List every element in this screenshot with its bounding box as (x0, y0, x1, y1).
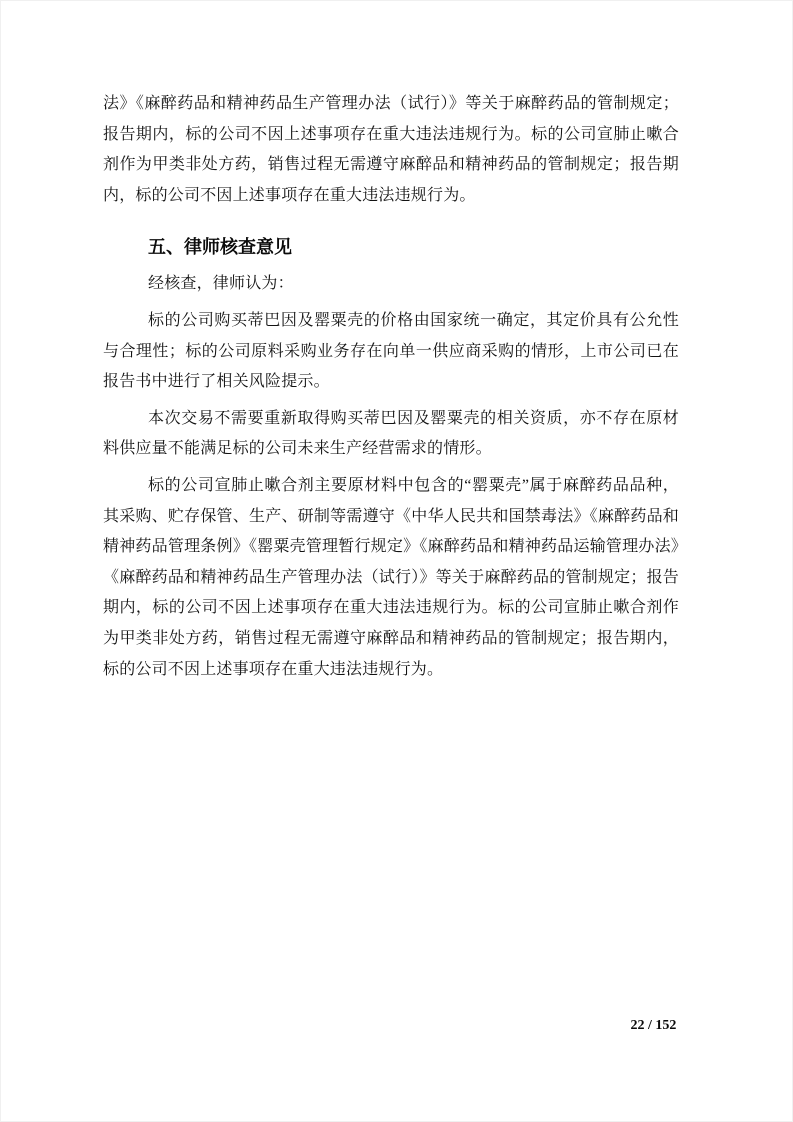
paragraph-lawyer-opinion-lead: 经核查，律师认为： (148, 275, 294, 293)
paragraph-narcotic-regulations: 标的公司宣肺止嗽合剂主要原材料中包含的“罂粟壳”属于麻醉药品品种，其采购、贮存保管、生产、研制等需遵守《中华人民共和国禁毒法》《麻醉药品和精神药品管理条例》《罂粟壳管理暂行规定》《麻醉药品和精神药品运输管理办法》《麻醉药品和精神药品生产管理办法（试行）》等关于麻醉药品的管制规定；报告期内，标的公司不因上述事项存在重大违法违规行为。标的公司宣肺止嗽合剂作为甲类非处方药，销售过程无需遵守麻醉品和精神药品的管制规定；报告期内，标的公司不因上述事项存在重大违法违规行为。 (103, 476, 679, 678)
paragraph-pricing-fairness: 标的公司购买蒂巴因及罂粟壳的价格由国家统一确定，其定价具有公允性与合理性；标的公司原料采购业务存在向单一供应商采购的情形，上市公司已在报告书中进行了相关风险提示。 (103, 311, 679, 391)
page-content (103, 89, 679, 691)
section-heading: 五、律师核查意见 (148, 237, 292, 258)
paragraph-continued-from-previous-page: 法》《麻醉药品和精神药品生产管理办法（试行）》等关于麻醉药品的管制规定；报告期内，标的公司不因上述事项存在重大违法违规行为。标的公司宣肺止嗽合剂作为甲类非处方药，销售过程无需遵守麻醉品和精神药品的管制规定；报告期内，标的公司不因上述事项存在重大违法违规行为。 (103, 95, 679, 204)
paragraph-qualification: 本次交易不需要重新取得购买蒂巴因及罂粟壳的相关资质，亦不存在原材料供应量不能满足标的公司未来生产经营需求的情形。 (103, 409, 679, 458)
page-number: 22 / 152 (630, 1018, 677, 1033)
